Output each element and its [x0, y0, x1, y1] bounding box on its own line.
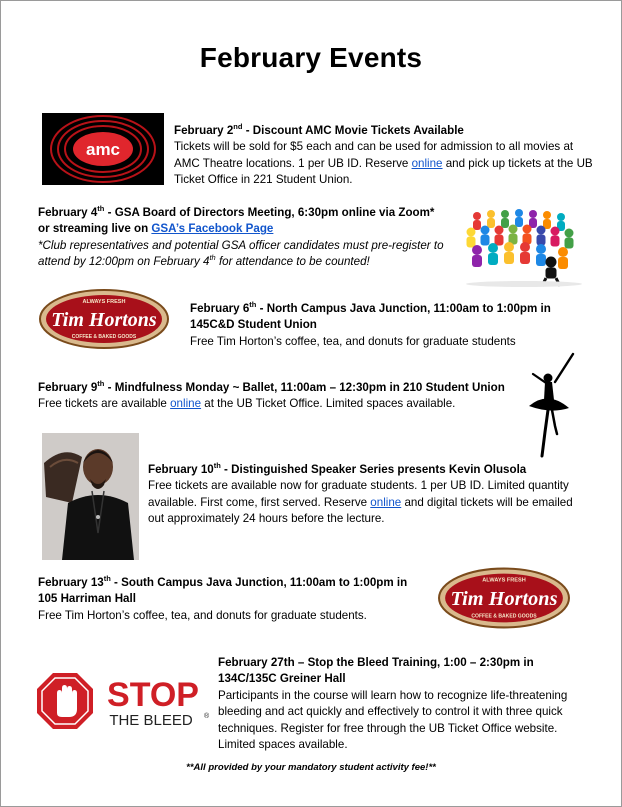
tim-hortons-logo-icon	[437, 566, 571, 630]
logo-tagline-top: ALWAYS FRESH	[82, 299, 126, 305]
event-title: - North Campus Java Junction, 11:00am to 1:00pm in 145C&D Student Union	[190, 302, 551, 332]
event-heading	[148, 462, 588, 478]
gsa-facebook-link[interactable]: GSA’s Facebook Page	[151, 222, 274, 236]
stop-the-bleed-logo-icon	[36, 671, 212, 731]
event-feb-2	[174, 123, 594, 189]
amc-logo-icon	[42, 113, 164, 185]
ballerina-silhouette-icon	[515, 352, 577, 462]
event-date: February 4	[38, 206, 98, 219]
description-text: and digital tickets will be emailed out approximately 24 hours before the lecture.	[148, 495, 573, 526]
amc-logo-text: amc	[85, 140, 121, 159]
logo-brand-name: Tim Hortons	[450, 588, 558, 611]
event-title: - GSA Board of Directors Meeting, 6:30pm online via Zoom*	[104, 206, 435, 219]
event-stream-line	[38, 221, 458, 237]
event-note	[38, 238, 458, 271]
description-text: and pick up tickets at the UB Ticket Office in 221 Student Union.	[174, 156, 593, 187]
event-feb-27	[218, 655, 590, 753]
description-text: Free tickets are available now for graduate students. 1 per UB ID. Limited quantity available. First come, first served. Reserve	[148, 479, 569, 509]
logo-tagline-bottom: COFFEE & BAKED GOODS	[71, 334, 137, 340]
registered-mark: ®	[204, 713, 210, 720]
date-suffix: th	[249, 300, 257, 310]
description-text: Tickets will be sold for $5 each and can be used for admission to all movies at AMC Theatre locations. 1 per UB ID. Reserve	[174, 140, 574, 170]
online-link[interactable]: online	[170, 397, 202, 411]
stream-text: or streaming live on	[38, 222, 152, 236]
event-title: February 27th – Stop the Bleed Training, 1:00 – 2:30pm in 134C/135C Greiner Hall	[218, 656, 534, 686]
date-suffix: th	[97, 379, 105, 389]
event-date: February 10	[148, 463, 214, 476]
logo-tagline-top: ALWAYS FRESH	[482, 577, 526, 584]
event-heading	[38, 380, 518, 396]
footer-note: **All provided by your mandatory student activity fee!**	[186, 762, 436, 773]
note-text: *Club representatives and potential GSA officer candidates must pre-register to attend by 12:00pm on February 4	[38, 238, 444, 269]
event-feb-4	[38, 205, 458, 271]
online-link[interactable]: online	[370, 495, 402, 509]
event-description: Free Tim Horton’s coffee, tea, and donuts for graduate students	[190, 334, 516, 348]
event-feb-6	[190, 301, 570, 350]
page-title: February Events	[199, 42, 423, 73]
date-suffix: th	[209, 253, 216, 263]
event-feb-13	[38, 575, 418, 624]
logo-tagline-bottom: COFFEE & BAKED GOODS	[471, 613, 537, 620]
event-description	[174, 139, 594, 188]
event-date: February 13	[38, 576, 104, 589]
date-suffix: th	[213, 461, 221, 471]
event-title: - Discount AMC Movie Tickets Available	[242, 124, 464, 137]
description-text: Free tickets are available	[38, 397, 171, 411]
speaker-photo	[42, 433, 139, 560]
tim-hortons-logo-icon	[38, 288, 170, 350]
online-link[interactable]: online	[411, 156, 443, 170]
event-feb-10	[148, 462, 588, 528]
logo-brand-name: Tim Hortons	[51, 309, 157, 331]
event-date: February 2	[174, 124, 234, 137]
event-heading	[38, 205, 458, 221]
description-text: at the UB Ticket Office. Limited spaces available.	[201, 397, 456, 411]
event-description: Free Tim Horton’s coffee, tea, and donuts for graduate students.	[38, 608, 367, 622]
date-suffix: th	[97, 204, 105, 214]
stop-text: STOP	[107, 676, 199, 714]
event-feb-9	[38, 380, 518, 413]
date-suffix: th	[103, 574, 111, 584]
event-description: Participants in the course will learn how to recognize life-threatening bleeding and act quickly and effectively to control it with three quick techniques. Register for free through the UB Ticket Office website. Limited spaces available.	[218, 688, 568, 752]
people-crowd-icon	[463, 206, 585, 288]
event-heading	[190, 301, 570, 334]
event-date: February 6	[190, 302, 250, 315]
event-title: - South Campus Java Junction, 11:00am to 1:00pm in 105 Harriman Hall	[38, 576, 408, 606]
event-date: February 9	[38, 381, 98, 394]
event-description	[148, 478, 588, 527]
event-description	[38, 396, 518, 412]
event-title: - Mindfulness Monday ~ Ballet, 11:00am – 12:30pm in 210 Student Union	[104, 381, 505, 394]
event-heading	[174, 123, 594, 139]
event-heading	[38, 575, 418, 608]
the-bleed-text: THE BLEED	[109, 712, 193, 729]
date-suffix: nd	[233, 122, 243, 132]
note-text: for attendance to be counted!	[215, 255, 370, 269]
event-title: - Distinguished Speaker Series presents Kevin Olusola	[220, 463, 527, 476]
